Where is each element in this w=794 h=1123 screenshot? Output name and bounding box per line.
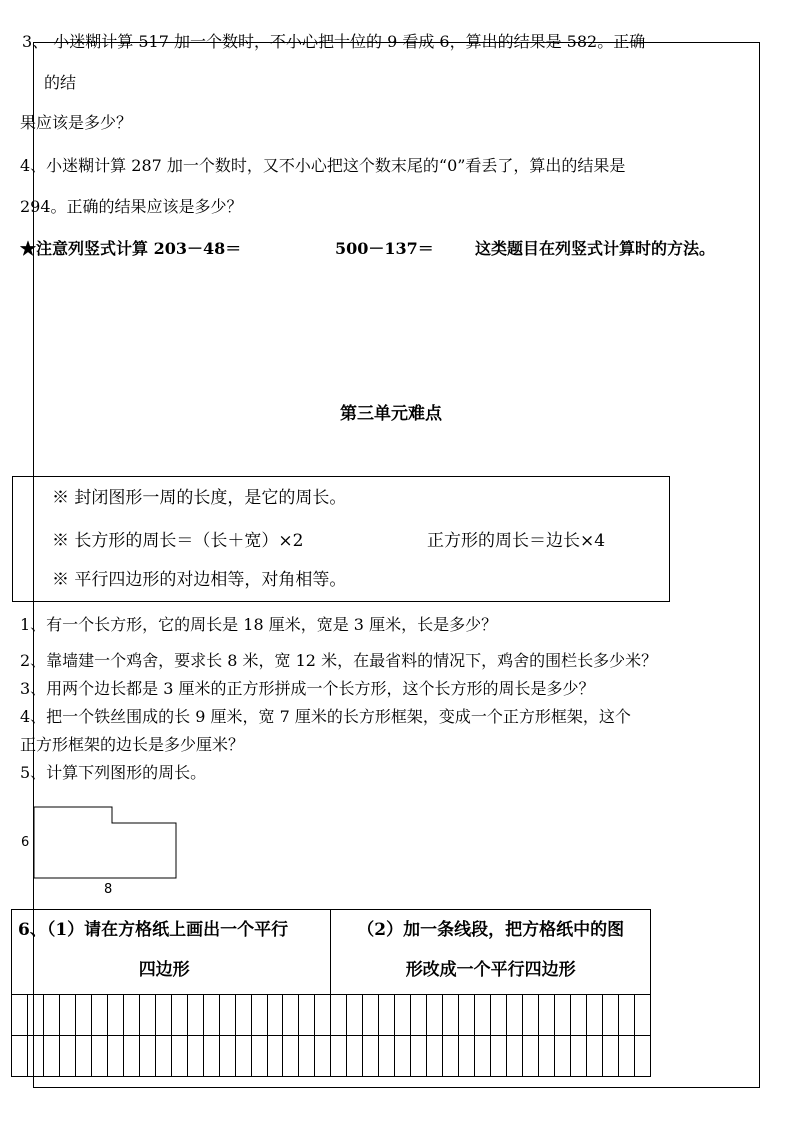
grid-cell[interactable] [155,1036,171,1077]
grid-cell[interactable] [523,995,539,1036]
grid-cell[interactable] [59,1036,75,1077]
grid-cell[interactable] [395,1036,411,1077]
note-expr2: 500－137＝ [335,239,434,258]
grid-cell[interactable] [27,995,43,1036]
task6-right-line2: 形改成一个平行四边形 [405,960,576,980]
grid-cell[interactable] [586,1036,602,1077]
grid-cell[interactable] [203,1036,219,1077]
grid-cell[interactable] [618,1036,634,1077]
grid-cell[interactable] [187,1036,203,1077]
grid-cell[interactable] [107,1036,123,1077]
grid-cell[interactable] [171,995,187,1036]
grid-cell[interactable] [75,1036,91,1077]
grid-cell[interactable] [139,995,155,1036]
grid-cell[interactable] [43,1036,59,1077]
grid-cell[interactable] [459,995,475,1036]
grid-cell[interactable] [235,1036,251,1077]
task6-right-line1: （2）加一条线段，把方格纸中的图 [357,920,625,940]
grid-cell[interactable] [363,995,379,1036]
grid-cell[interactable] [331,1036,347,1077]
grid-cell[interactable] [12,995,28,1036]
grid-cell[interactable] [411,995,427,1036]
task6-right-header [331,910,651,995]
grid-cell[interactable] [219,1036,235,1077]
grid-cell[interactable] [538,1036,554,1077]
grid-cell[interactable] [315,995,331,1036]
grid-cell[interactable] [75,995,91,1036]
grid-cell[interactable] [155,995,171,1036]
grid-cell[interactable] [203,995,219,1036]
exercise-4-line2: 正方形框架的边长是多少厘米？ [20,735,245,754]
exercise-4-line1: 4、把一个铁丝围成的长 9 厘米，宽 7 厘米的长方形框架，变成一个正方形框架，这个 [20,707,631,726]
figure-height-label: 6 [21,835,30,850]
note-line [20,238,241,260]
grid-cell[interactable] [538,995,554,1036]
grid-cell[interactable] [283,995,299,1036]
exercise-3: 3、用两个边长都是 3 厘米的正方形拼成一个长方形，这个长方形的周长是多少？ [20,679,595,698]
key-point-3: ※ 平行四边形的对边相等，对角相等。 [52,570,347,590]
grid-cell[interactable] [123,1036,139,1077]
grid-cell[interactable] [475,1036,491,1077]
q3-line3: 果应该是多少？ [20,113,133,132]
grid-cell[interactable] [363,1036,379,1077]
grid-cell[interactable] [379,1036,395,1077]
grid-cell[interactable] [347,1036,363,1077]
q4-line1: 4、小迷糊计算 287 加一个数时，又不小心把这个数末尾的“0”看丢了，算出的结果是 [20,156,626,175]
figure-outline [34,807,176,878]
grid-cell[interactable] [395,995,411,1036]
grid-cell[interactable] [570,1036,586,1077]
grid-cell[interactable] [27,1036,43,1077]
grid-cell[interactable] [123,995,139,1036]
grid-cell[interactable] [427,995,443,1036]
grid-cell[interactable] [251,995,267,1036]
key-point-2a: ※ 长方形的周长＝（长＋宽）×2 [52,531,304,551]
grid-cell[interactable] [91,1036,107,1077]
key-point-2b: 正方形的周长＝边长×4 [427,531,606,551]
grid-cell[interactable] [299,995,315,1036]
grid-cell[interactable] [331,995,347,1036]
grid-cell[interactable] [554,1036,570,1077]
exercise-2: 2、靠墙建一个鸡舍，要求长 8 米，宽 12 米，在最省料的情况下，鸡舍的围栏长多少米？ [20,651,658,670]
note-tail: 这类题目在列竖式计算时的方法。 [475,239,716,258]
grid-cell[interactable] [443,995,459,1036]
grid-cell[interactable] [91,995,107,1036]
grid-cell[interactable] [43,995,59,1036]
grid-cell[interactable] [491,995,507,1036]
grid-cell[interactable] [139,1036,155,1077]
grid-cell[interactable] [283,1036,299,1077]
grid-cell[interactable] [507,1036,523,1077]
grid-cell[interactable] [347,995,363,1036]
task6-table [11,909,651,1079]
grid-cell[interactable] [235,995,251,1036]
key-point-1: ※ 封闭图形一周的长度，是它的周长。 [52,488,347,508]
grid-row-1 [12,995,651,1036]
exercise-1: 1、有一个长方形，它的周长是 18 厘米，宽是 3 厘米，长是多少？ [20,615,498,634]
grid-cell[interactable] [491,1036,507,1077]
grid-row-2 [12,1036,651,1077]
grid-cell[interactable] [443,1036,459,1077]
task6-left-line1: 6、（1）请在方格纸上画出一个平行 [18,920,289,940]
q3-line2: 的结 [44,73,77,92]
grid-cell[interactable] [219,995,235,1036]
unit-title: 第三单元难点 [340,404,442,424]
grid-cell[interactable] [586,995,602,1036]
grid-cell[interactable] [267,1036,283,1077]
grid-cell[interactable] [634,995,650,1036]
grid-cell[interactable] [475,995,491,1036]
task6-left-header [12,910,331,995]
grid-cell[interactable] [411,1036,427,1077]
grid-cell[interactable] [299,1036,315,1077]
grid-cell[interactable] [523,1036,539,1077]
grid-cell[interactable] [107,995,123,1036]
exercise-5: 5、计算下列图形的周长。 [20,763,207,782]
grid-cell[interactable] [427,1036,443,1077]
grid-cell[interactable] [267,995,283,1036]
grid-cell[interactable] [459,1036,475,1077]
note-label: 注意列竖式计算 203－48＝ [36,239,242,258]
grid-cell[interactable] [602,995,618,1036]
grid-cell[interactable] [315,1036,331,1077]
grid-cell[interactable] [618,995,634,1036]
grid-cell[interactable] [59,995,75,1036]
grid-cell[interactable] [187,995,203,1036]
grid-cell[interactable] [634,1036,650,1077]
q3-line1: 3、 小迷糊计算 517 加一个数时，不小心把十位的 9 看成 6，算出的结果是 582。正确 [22,32,646,51]
grid-cell[interactable] [507,995,523,1036]
grid-cell[interactable] [171,1036,187,1077]
grid-cell[interactable] [12,1036,28,1077]
grid-cell[interactable] [570,995,586,1036]
grid-cell[interactable] [554,995,570,1036]
grid-cell[interactable] [602,1036,618,1077]
q4-line2: 294。正确的结果应该是多少？ [20,197,243,216]
grid-cell[interactable] [379,995,395,1036]
grid-cell[interactable] [251,1036,267,1077]
figure-width-label: 8 [104,882,113,897]
star-icon: ★ [20,239,37,258]
task6-left-line2: 四边形 [138,960,190,980]
